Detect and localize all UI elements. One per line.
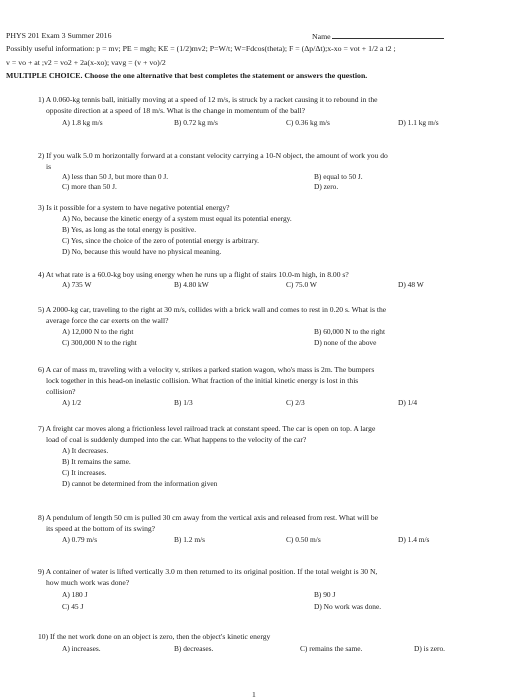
section-instructions: MULTIPLE CHOICE. Choose the one alternative that best completes the statement or answers the question.: [6, 71, 368, 80]
formulas-line-1: Possibly useful information: p = mv; PE = mgh; KE = (1/2)mv2; P=W/t; W=Fdcos(theta); F = (Δp/Δt);x-xo = vot + 1/2 a t2 ;: [6, 44, 396, 53]
q2-stem-2: is: [46, 162, 52, 171]
q1-stem-2: opposite direction at a speed of 18 m/s. What is the change in momentum of the ball?: [46, 106, 306, 115]
q8-option-d: D) 1.4 m/s: [398, 535, 430, 544]
q5-option-a: A) 12,000 N to the right: [62, 327, 134, 336]
q1-option-d: D) 1.1 kg m/s: [398, 118, 439, 127]
q7-stem-2: load of coal is suddenly dumped into the car. What happens to the velocity of the car?: [46, 435, 307, 444]
q1-stem-1: 1) A 0.060-kg tennis ball, initially moving at a speed of 12 m/s, is struck by a racket causing it to rebound in the: [38, 95, 378, 104]
q6-option-b: B) 1/3: [174, 398, 193, 407]
q2-option-d: D) zero.: [314, 182, 339, 191]
q3-option-b: B) Yes, as long as the total energy is positive.: [62, 225, 197, 234]
q9-option-c: C) 45 J: [62, 602, 84, 611]
q10-option-b: B) decreases.: [174, 644, 214, 653]
q7-stem-1: 7) A freight car moves along a frictionless level railroad track at constant speed. The car is open on top. A large: [38, 424, 376, 433]
q1-option-b: B) 0.72 kg m/s: [174, 118, 218, 127]
formulas-line-2: v = vo + at ;v2 = vo2 + 2a(x-xo); vavg = (v + vo)/2: [6, 58, 166, 67]
q6-stem-2: lock together in this head-on inelastic collision. What fraction of the initial kinetic energy is lost in this: [46, 376, 359, 385]
q2-option-b: B) equal to 50 J.: [314, 172, 363, 181]
q4-stem-1: 4) At what rate is a 60.0-kg boy using energy when he runs up a flight of stairs 10.0-m high, in 8.00 s?: [38, 270, 349, 279]
q8-stem-1: 8) A pendulum of length 50 cm is pulled 30 cm away from the vertical axis and released from rest. What will be: [38, 513, 379, 522]
q4-option-b: B) 4.80 kW: [174, 280, 209, 289]
q7-option-c: C) It increases.: [62, 468, 107, 477]
q10-option-d: D) is zero.: [414, 644, 445, 653]
q8-option-a: A) 0.79 m/s: [62, 535, 98, 544]
q9-option-a: A) 180 J: [62, 590, 88, 599]
q10-option-c: C) remains the same.: [300, 644, 363, 653]
q5-stem-2: average force the car exerts on the wall?: [46, 316, 169, 325]
q3-option-c: C) Yes, since the choice of the zero of potential energy is arbitrary.: [62, 236, 260, 245]
name-field: [312, 31, 444, 41]
q2-option-a: A) less than 50 J, but more than 0 J.: [62, 172, 169, 181]
q5-option-c: C) 300,000 N to the right: [62, 338, 137, 347]
name-blank: [332, 31, 444, 39]
q8-option-c: C) 0.50 m/s: [286, 535, 321, 544]
q9-option-d: D) No work was done.: [314, 602, 382, 611]
q6-option-d: D) 1/4: [398, 398, 418, 407]
course-title: PHYS 201 Exam 3 Summer 2016: [6, 31, 112, 40]
q9-option-b: B) 90 J: [314, 590, 336, 599]
q1-option-c: C) 0.36 kg m/s: [286, 118, 330, 127]
q3-option-d: D) No, because this would have no physical meaning.: [62, 247, 222, 256]
q4-option-d: D) 48 W: [398, 280, 424, 289]
q3-option-a: A) No, because the kinetic energy of a system must equal its potential energy.: [62, 214, 292, 223]
q6-option-a: A) 1/2: [62, 398, 82, 407]
q9-stem-1: 9) A container of water is lifted vertically 3.0 m then returned to its original position. If the total weight is 30 N,: [38, 567, 378, 576]
q7-option-b: B) It remains the same.: [62, 457, 131, 466]
name-label: Name: [312, 32, 331, 41]
q5-stem-1: 5) A 2000-kg car, traveling to the right at 30 m/s, collides with a brick wall and comes to rest in 0.20 s. What is the: [38, 305, 387, 314]
q10-option-a: A) increases.: [62, 644, 101, 653]
page-number: 1: [252, 690, 256, 699]
q8-option-b: B) 1.2 m/s: [174, 535, 206, 544]
q7-option-d: D) cannot be determined from the information given: [62, 479, 218, 488]
q6-option-c: C) 2/3: [286, 398, 305, 407]
q4-option-c: C) 75.0 W: [286, 280, 317, 289]
q5-option-b: B) 60,000 N to the right: [314, 327, 386, 336]
q2-stem-1: 2) If you walk 5.0 m horizontally forward at a constant velocity carrying a 10-N object, the amount of work you do: [38, 151, 388, 160]
q9-stem-2: how much work was done?: [46, 578, 130, 587]
q3-stem-1: 3) Is it possible for a system to have negative potential energy?: [38, 203, 230, 212]
q6-stem-3: collision?: [46, 387, 76, 396]
q10-stem-1: 10) If the net work done on an object is zero, then the object's kinetic energy: [38, 632, 271, 641]
q6-stem-1: 6) A car of mass m, traveling with a velocity v, strikes a parked station wagon, who's mass is 2m. The bumpers: [38, 365, 375, 374]
q1-option-a: A) 1.8 kg m/s: [62, 118, 103, 127]
q7-option-a: A) It decreases.: [62, 446, 109, 455]
q5-option-d: D) none of the above: [314, 338, 377, 347]
q2-option-c: C) more than 50 J.: [62, 182, 117, 191]
q8-stem-2: its speed at the bottom of its swing?: [46, 524, 156, 533]
q4-option-a: A) 735 W: [62, 280, 92, 289]
